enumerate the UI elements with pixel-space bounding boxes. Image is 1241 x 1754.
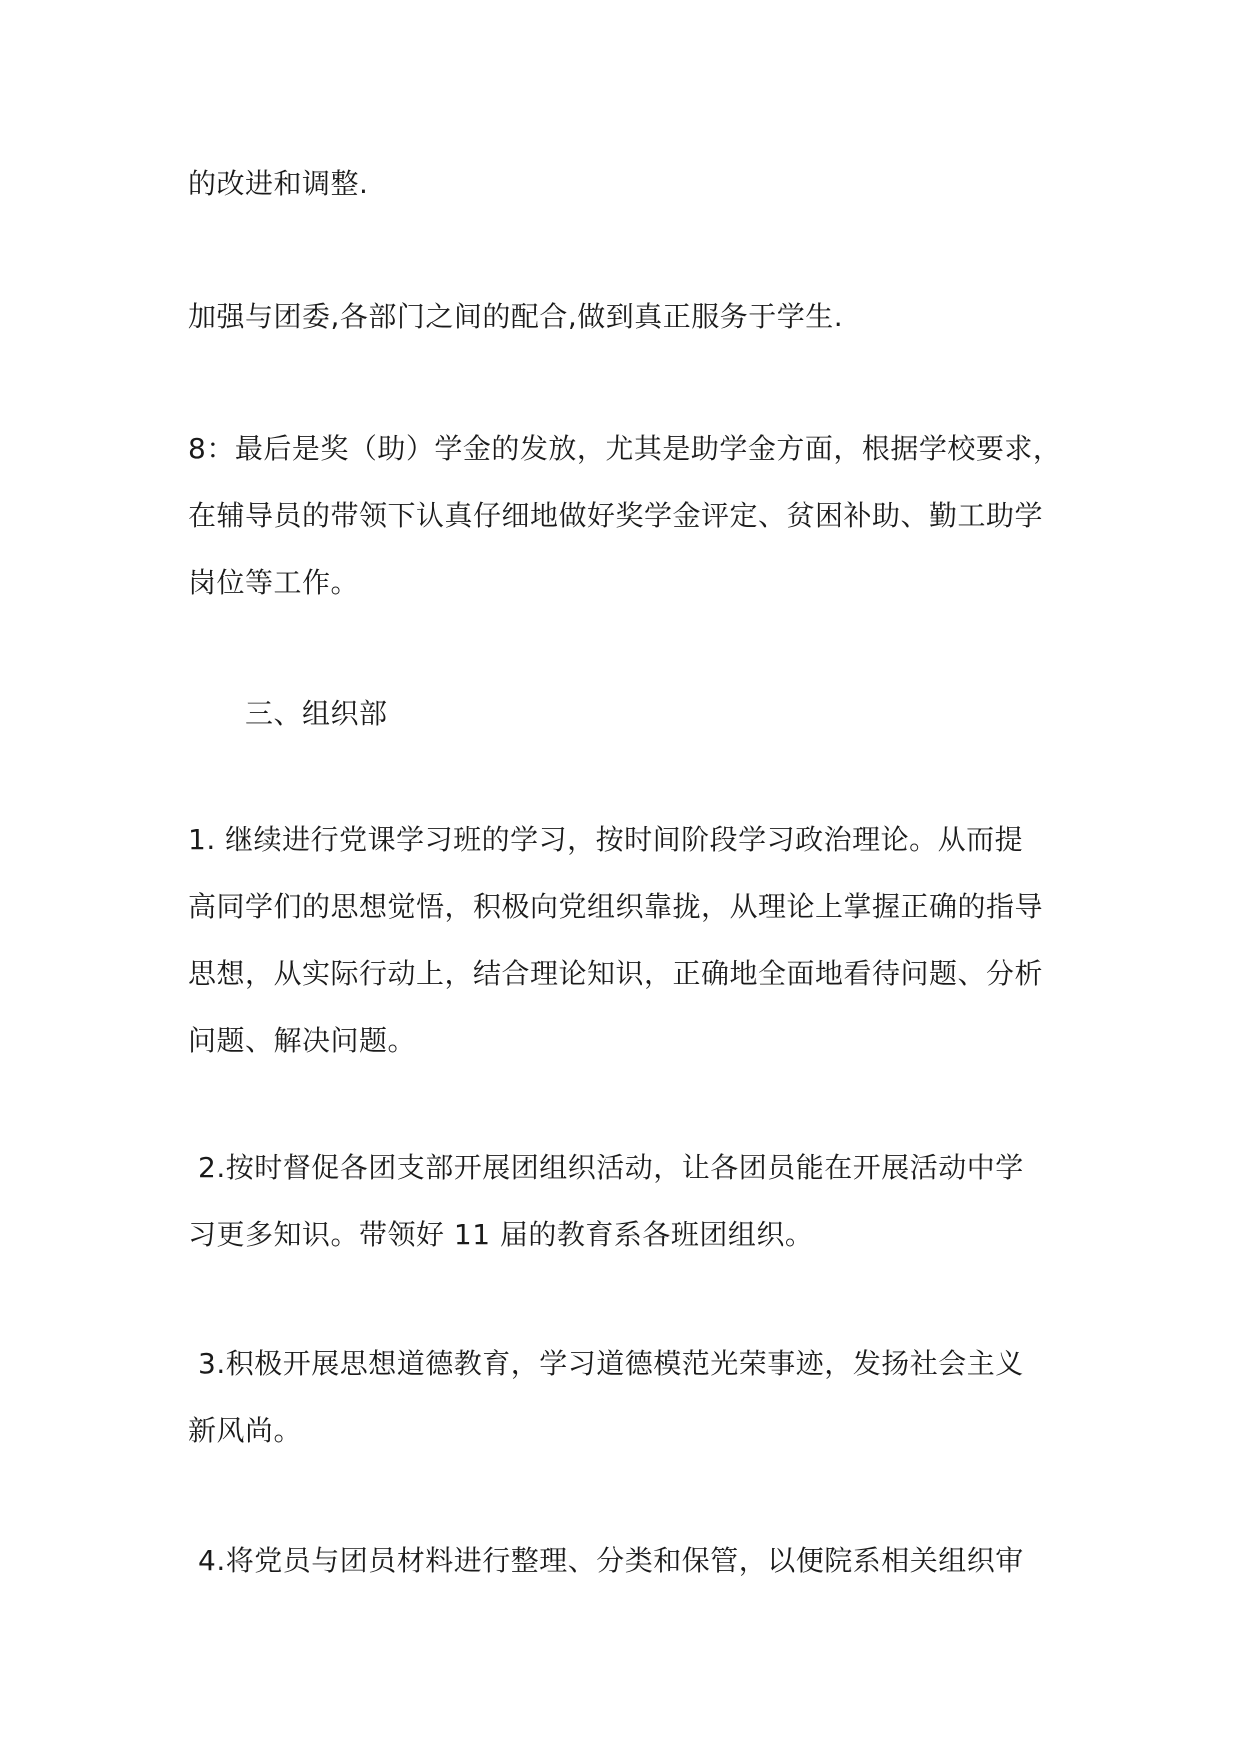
text-line: 的改进和调整. [188,167,369,200]
paragraph-cooperation [188,283,1068,350]
paragraph-item-3-moral-education [188,1330,1078,1464]
text-line: 1. 继续进行党课学习班的学习，按时间阶段学习政治理论。从而提 [188,823,1024,856]
text-line: 2.按时督促各团支部开展团组织活动，让各团员能在开展活动中学 [198,1151,1024,1184]
text-line: 问题、解决问题。 [188,1024,417,1057]
section-heading-organization-dept [245,680,1125,747]
paragraph-item-1-party-class [188,806,1068,1074]
paragraph-item-8-scholarship [188,415,1068,616]
text-line: 3.积极开展思想道德教育，学习道德模范光荣事迹，发扬社会主义 [198,1347,1024,1380]
text-line: 习更多知识。带领好 11 届的教育系各班团组织。 [188,1218,814,1251]
text-line: 岗位等工作。 [188,566,360,599]
paragraph-item-4-materials [198,1527,1078,1594]
paragraph-item-2-league-activities [188,1134,1078,1268]
text-line: 在辅导员的带领下认真仔细地做好奖学金评定、贫困补助、勤工助学 [188,499,1044,532]
text-line: 4.将党员与团员材料进行整理、分类和保管，以便院系相关组织审 [198,1544,1024,1577]
text-line: 加强与团委,各部门之间的配合,做到真正服务于学生. [188,300,844,333]
text-line: 高同学们的思想觉悟，积极向党组织靠拢，从理论上掌握正确的指导 [188,890,1044,923]
text-line: 8：最后是奖（助）学金的发放，尤其是助学金方面，根据学校要求， [188,432,1062,465]
paragraph-adjustment-tail [188,150,1068,217]
text-line: 新风尚。 [188,1414,303,1447]
section-heading-text: 三、组织部 [245,697,388,730]
text-line: 思想，从实际行动上，结合理论知识，正确地全面地看待问题、分析 [188,957,1044,990]
